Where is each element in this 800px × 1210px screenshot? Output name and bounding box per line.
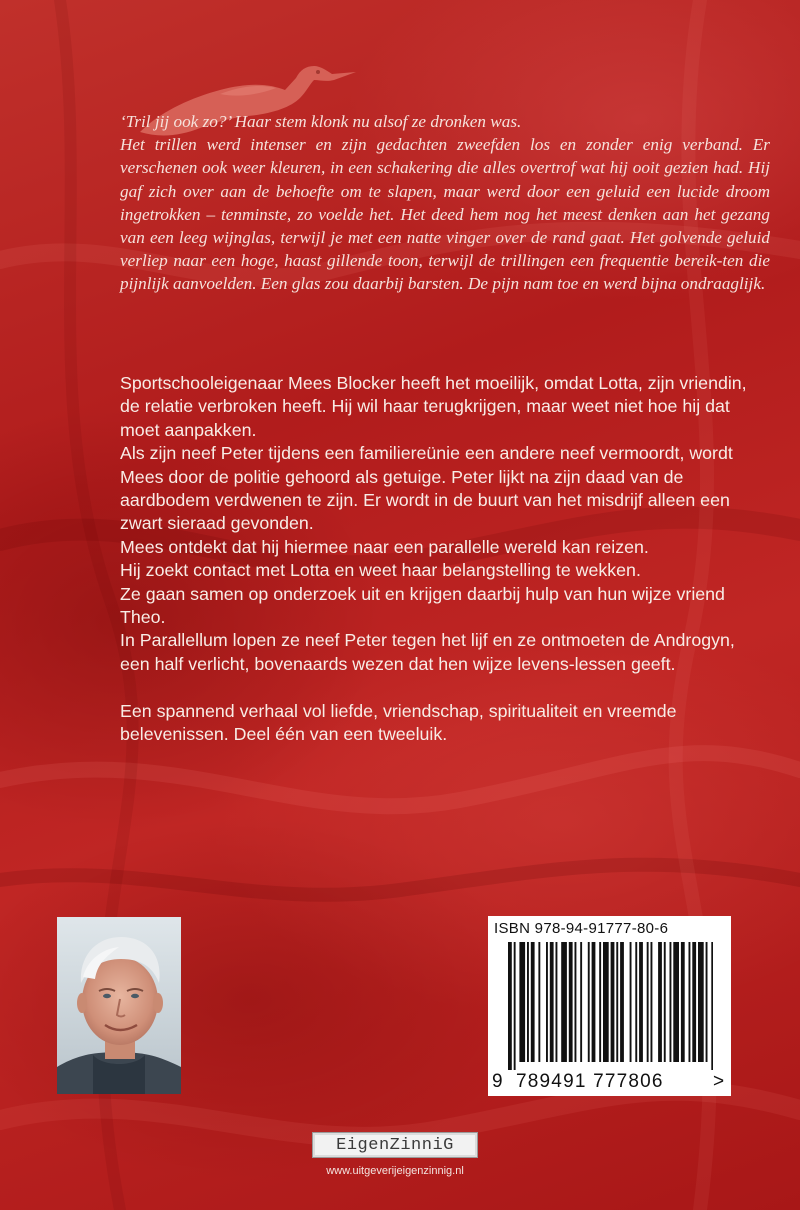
isbn-label: ISBN 978-94-91777-80-6 (494, 920, 669, 937)
barcode-bar (599, 942, 601, 1062)
isbn-barcode (488, 916, 731, 1096)
barcode-bar (630, 942, 632, 1062)
author-photo (57, 917, 181, 1094)
barcode-bar (664, 942, 666, 1062)
excerpt-opening-line: ‘Tril jij ook zo?’ Haar stem klonk nu alsof ze dronken was. (120, 112, 522, 131)
publisher-logo-text: EigenZinniG (336, 1135, 454, 1155)
author-portrait-icon (57, 917, 181, 1094)
barcode-bar (561, 942, 567, 1062)
barcode-bars (508, 942, 713, 1070)
blurb-paragraph: Sportschooleigenaar Mees Blocker heeft het moeilijk, omdat Lotta, zijn vriendin, de relatie verbroken heeft. Hij wil haar terugkrijgen, maar weet niet hoe hij dat moet aanpakken. (120, 373, 747, 440)
barcode-arrow: > (713, 1071, 726, 1092)
barcode-bar (706, 942, 708, 1062)
barcode-bar (635, 942, 637, 1062)
barcode-bar (658, 942, 662, 1062)
barcode-bar (592, 942, 596, 1062)
barcode-main-digits: 789491 777806 (516, 1071, 664, 1092)
barcode-bar (519, 942, 525, 1062)
barcode-bar (575, 942, 577, 1062)
barcode-bar (531, 942, 535, 1062)
barcode-bar (620, 942, 624, 1062)
barcode-bar (588, 942, 590, 1062)
barcode-bar (556, 942, 558, 1062)
barcode-bar (569, 942, 573, 1062)
barcode-lead-digit: 9 (492, 1071, 504, 1092)
barcode-bar (550, 942, 554, 1062)
book-blurb (120, 372, 760, 746)
blurb-paragraph: Hij zoekt contact met Lotta en weet haar belangstelling te wekken. (120, 560, 641, 581)
barcode-bar (514, 942, 516, 1070)
barcode-bar (689, 942, 691, 1062)
barcode-bar (698, 942, 704, 1062)
blurb-paragraph: Mees ontdekt dat hij hiermee naar een parallelle wereld kan reizen. (120, 536, 649, 557)
barcode-bar (711, 942, 713, 1070)
barcode-bar (692, 942, 696, 1062)
blurb-closing: Een spannend verhaal vol liefde, vriendschap, spiritualiteit en vreemde belevenissen. Deel één van een tweeluik. (120, 700, 677, 745)
publisher-url: www.uitgeverijeigenzinnig.nl (326, 1165, 464, 1177)
barcode-bar (639, 942, 643, 1062)
blurb-paragraph: In Parallellum lopen ze neef Peter tegen het lijf en ze ontmoeten de Androgyn, een half verlicht, bovenaards wezen dat hen wijze levens-lessen geeft. (120, 630, 735, 674)
blurb-paragraph: Ze gaan samen op onderzoek uit en krijgen daarbij hulp van hun wijze vriend Theo. (120, 583, 725, 628)
barcode-bar (603, 942, 609, 1062)
excerpt (120, 110, 770, 296)
barcode-bar (508, 942, 512, 1070)
barcode-bar (611, 942, 615, 1062)
barcode-bar (681, 942, 685, 1062)
excerpt-passage: Het trillen werd intenser en zijn gedachten zweefden los en zonder enig verband. Er verschenen ook weer kleuren, in een schakering die alles overtrof wat hij ooit gezien had. Hij gaf zich over aan de behoefte om te slapen, maar werd door een geluid een lucide droom ingetrokken – tenminste, zo voelde het. Het deed hem nog het meest denken aan het gezang van een leeg wijnglas, terwijl je met een natte vinger over de rand gaat. Het golvende geluid verliep naar een hoge, haast gillende toon, terwijl de trillingen een frequentie bereik-ten die pijnlijk aanvoelden. Een glas zou daarbij barsten. De pijn nam toe en werd bijna ondraaglijk. (120, 135, 770, 294)
blurb-paragraph: Als zijn neef Peter tijdens een familiereünie een andere neef vermoordt, wordt Mees door de politie gehoord als getuige. Peter lijkt na zijn daad van de aardbodem verdwenen te zijn. Er wordt in de buurt van het misdrijf alleen een zwart sieraad gevonden. (120, 443, 733, 534)
barcode-bar (647, 942, 649, 1062)
barcode-bar (538, 942, 540, 1062)
barcode-bar (670, 942, 672, 1062)
barcode-bar (546, 942, 548, 1062)
barcode-bar (527, 942, 529, 1062)
barcode-bar (651, 942, 653, 1062)
barcode-bar (673, 942, 679, 1062)
barcode-bar (580, 942, 582, 1062)
barcode-bar (616, 942, 618, 1062)
publisher-logo (312, 1132, 478, 1158)
